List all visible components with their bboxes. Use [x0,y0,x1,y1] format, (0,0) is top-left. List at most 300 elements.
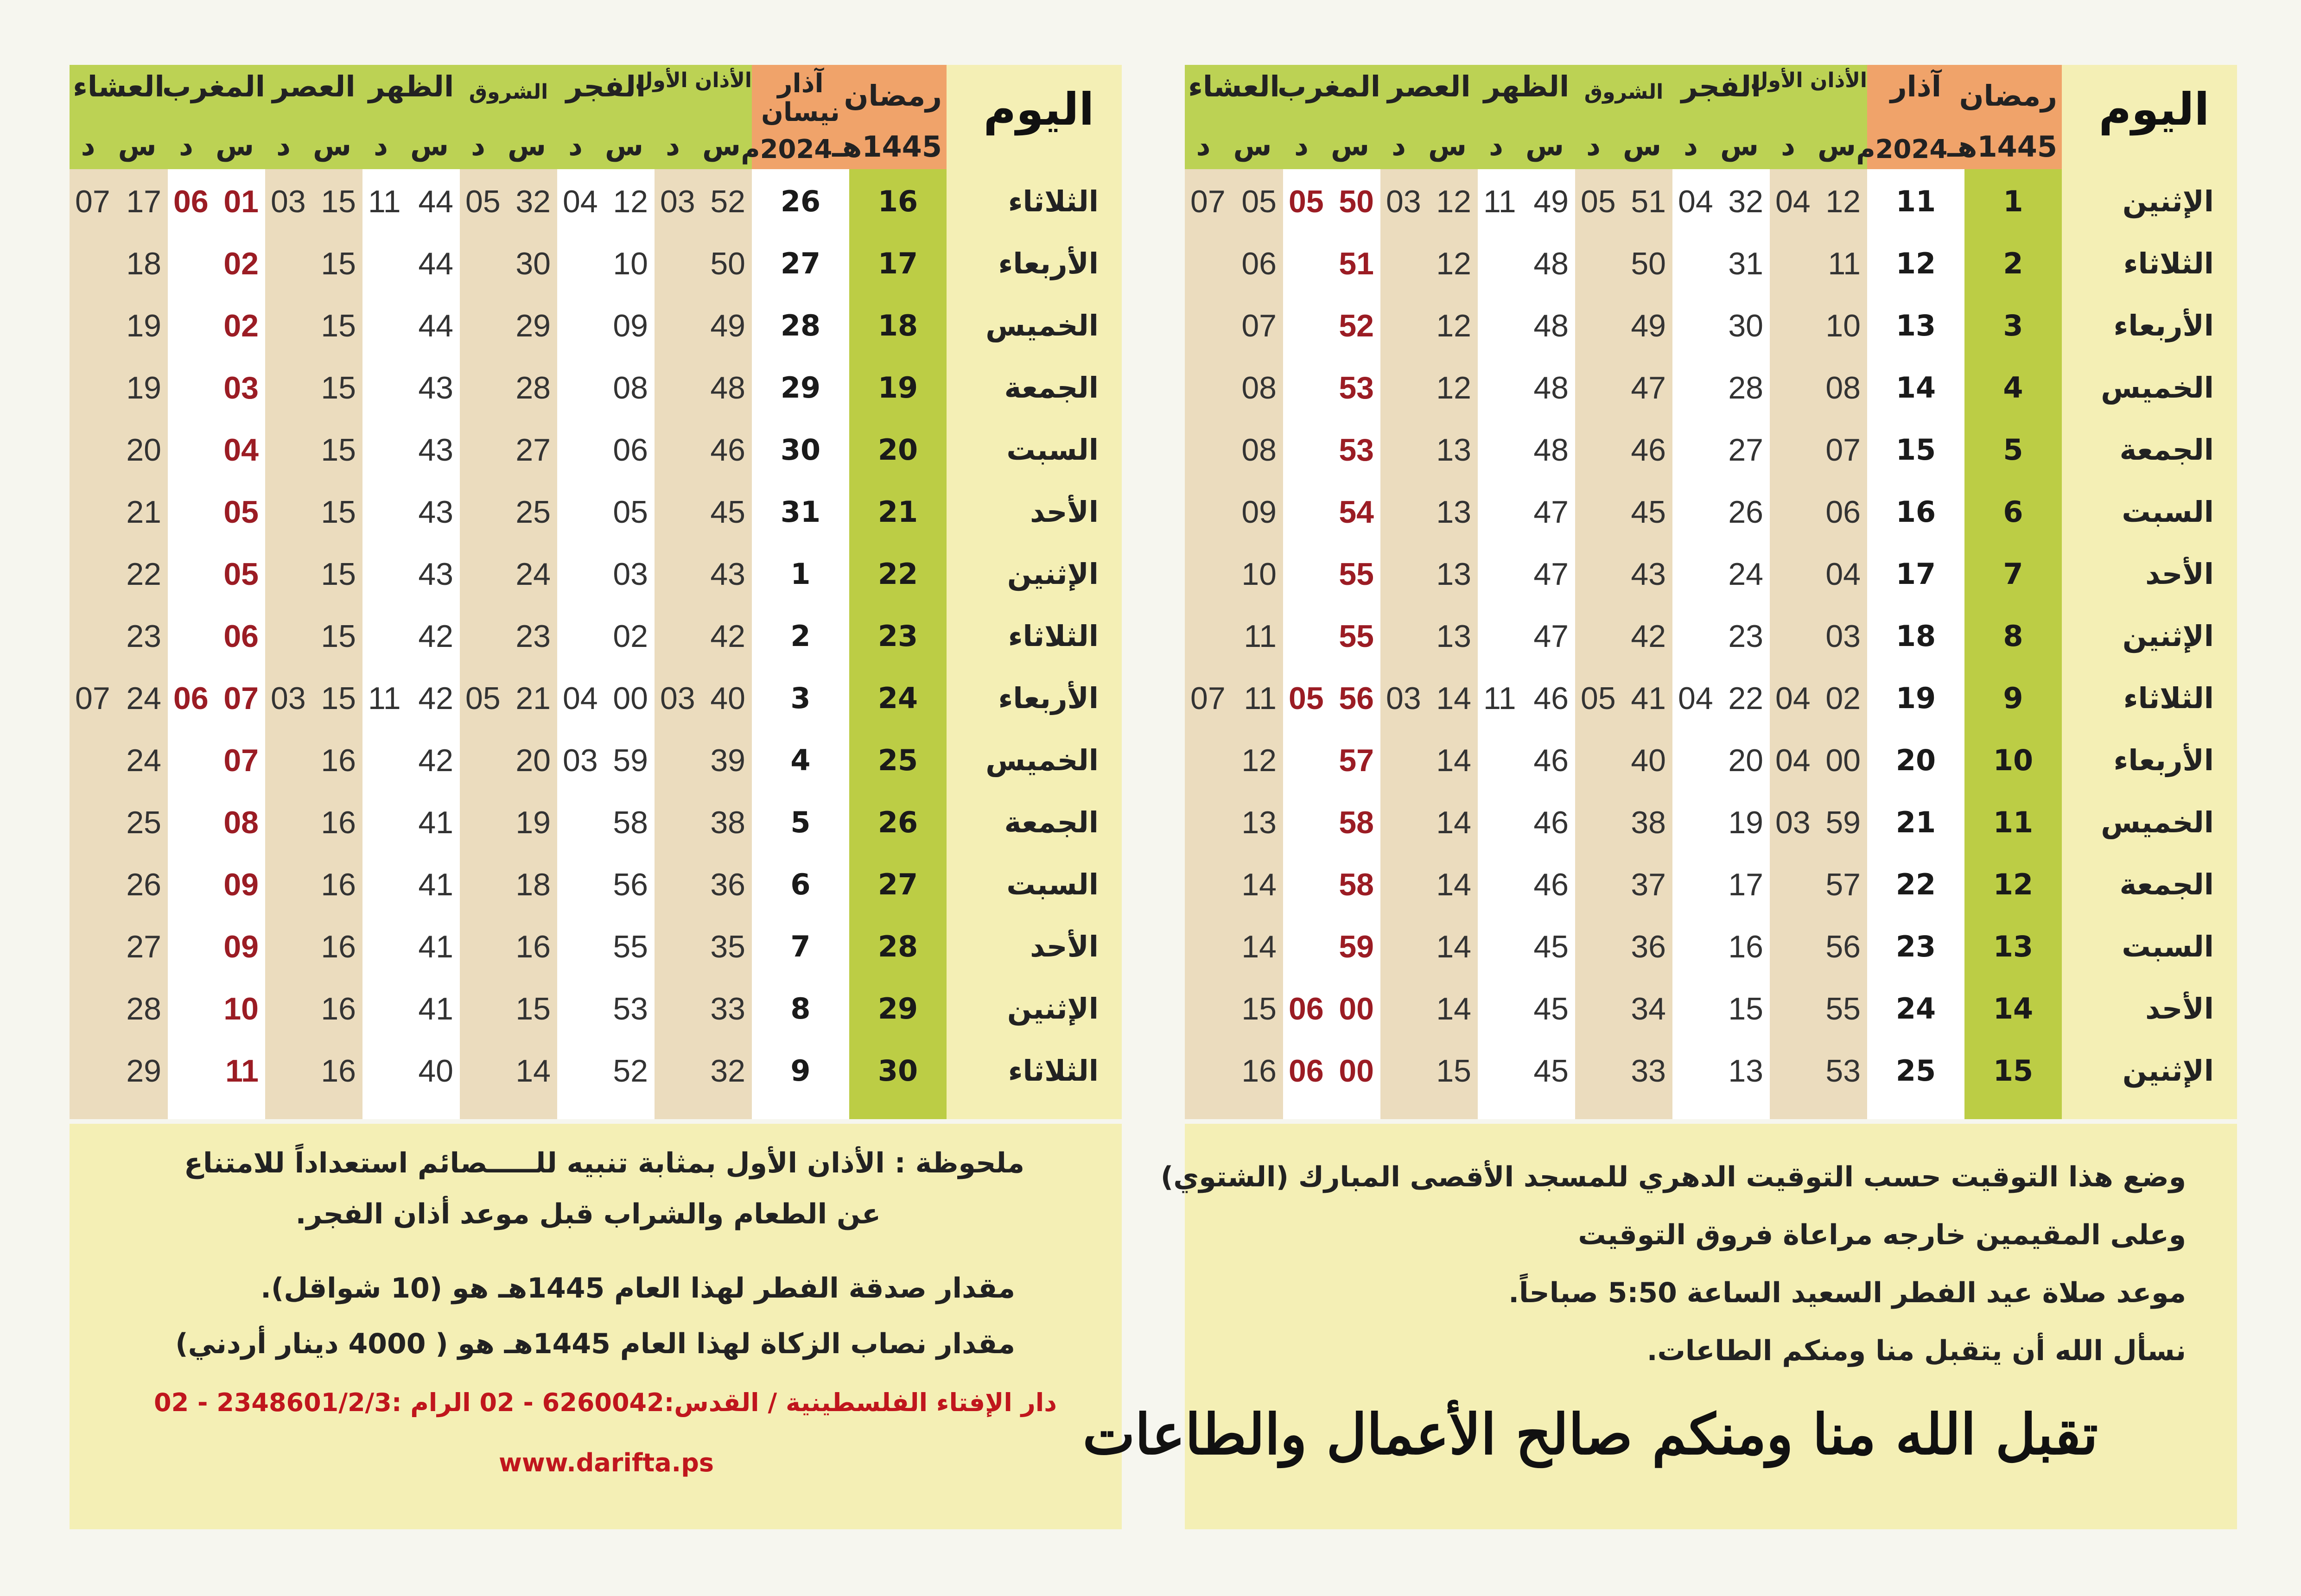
time-cell [655,667,752,729]
col-greg [1856,65,1964,1119]
minutes-unit: د [81,130,95,162]
day-name: الإثنين [2122,619,2214,653]
minute-value: 06 [1241,246,1277,281]
minute-value: 58 [613,805,648,840]
label-shuruq: الشروق [469,80,548,104]
time-cell [655,171,752,233]
day-name: الأحد [1030,930,1099,963]
time-cell [1380,916,1478,978]
label-asr: العصر [272,70,356,103]
minute-value: 15 [321,432,356,468]
time-cell [1770,233,1867,295]
minute-value: 32 [710,1053,745,1089]
ramadan-day: 22 [877,557,918,591]
time-cell [362,171,460,233]
time-cell [1672,419,1770,481]
time-cell [265,481,362,543]
hour-value: 05 [1581,681,1616,716]
time-cell [1185,295,1283,357]
minutes-unit: د [1489,130,1503,162]
hours-unit: س [313,130,351,162]
time-cell [265,729,362,792]
time-cell [362,419,460,481]
hour-value: 05 [465,681,501,716]
time-cell [362,729,460,792]
time-cell [1575,854,1672,916]
minute-value: 15 [1241,991,1277,1026]
time-cell [1380,481,1478,543]
minute-value: 36 [710,867,745,902]
day-name: الإثنين [2122,184,2214,218]
minute-value: 33 [1631,1053,1666,1089]
time-cell [168,171,265,233]
minute-value: 16 [321,743,356,778]
gregorian-day: 7 [790,930,811,963]
time-cell [1575,295,1672,357]
time-cell [655,357,752,419]
note-line-1: وضع هذا التوقيت حسب التوقيت الدهري للمسجد الأقصى المبارك (الشتوي) [1160,1161,2186,1193]
gregorian-day: 18 [1895,619,1936,653]
time-cell [1478,605,1575,667]
hour-value: 03 [1386,681,1421,716]
hour-value: 05 [1289,681,1324,716]
minute-value: 20 [1728,743,1763,778]
minute-value: 24 [515,557,551,592]
hour-value: 06 [1289,1053,1324,1089]
header-isha [70,65,168,169]
hijri-year: 1445هـ [1947,130,2057,164]
gregorian-day: 6 [790,868,811,901]
time-cell [70,233,168,295]
day-name: السبت [1006,868,1099,901]
time-cell [1575,481,1672,543]
header-shuruq [460,65,557,169]
time-cell [1185,357,1283,419]
time-cell [1672,543,1770,605]
minute-value: 32 [515,184,551,219]
time-cell [1770,295,1867,357]
time-cell [557,916,655,978]
unit-labels [168,130,265,162]
gregorian-day: 30 [780,433,821,467]
time-cell [460,171,557,233]
time-cell [1672,233,1770,295]
minute-value: 14 [1436,991,1471,1026]
minute-value: 14 [1436,681,1471,716]
minute-value: 19 [1728,805,1763,840]
minute-value: 00 [1339,991,1374,1026]
calligraphy: تقبل الله منا ومنكم صالح الأعمال والطاعات [1082,1402,2098,1467]
label-isha: العشاء [73,70,165,103]
label-asr: العصر [1387,70,1471,103]
col-ram [832,65,947,1119]
hours-unit: س [702,130,741,162]
minute-value: 52 [613,1053,648,1089]
minute-value: 26 [126,867,161,902]
time-cell [1575,729,1672,792]
hours-unit: س [410,130,449,162]
header-asr [1380,65,1478,169]
time-cell [1478,295,1575,357]
minute-value: 43 [418,432,453,468]
time-cell [168,357,265,419]
minute-value: 10 [1825,308,1861,343]
minute-value: 55 [1339,619,1374,654]
day-header: اليوم [2098,83,2210,135]
minute-value: 24 [1728,557,1763,592]
minute-value: 25 [515,494,551,530]
time-cell [1185,729,1283,792]
minute-value: 54 [1339,494,1374,530]
minute-value: 53 [1339,432,1374,468]
minute-value: 41 [418,867,453,902]
minute-value: 14 [515,1053,551,1089]
time-cell [362,357,460,419]
minute-value: 15 [321,308,356,343]
hour-value: 03 [271,681,306,716]
minute-value: 46 [1533,805,1569,840]
time-cell [362,543,460,605]
minute-value: 47 [1533,557,1569,592]
time-cell [557,1040,655,1102]
label-maghrib: المغرب [1278,70,1380,103]
unit-labels [1185,130,1283,162]
minute-value: 21 [126,494,161,530]
minutes-unit: د [666,130,680,162]
minute-value: 12 [613,184,648,219]
label-first-adhan: الأذان الأول [1750,69,1867,92]
time-cell [1478,978,1575,1040]
gregorian-day: 23 [1895,930,1936,963]
day-name: الخميس [985,743,1099,777]
day-name: الخميس [985,309,1099,342]
col-dhuhr [362,65,460,1119]
time-cell [1575,419,1672,481]
minute-value: 22 [126,557,161,592]
time-cell [1672,295,1770,357]
col-day [2071,65,2237,1119]
website-link[interactable]: www.darifta.ps [498,1448,714,1477]
minute-value: 36 [1631,929,1666,964]
minute-value: 39 [710,743,745,778]
minute-value: 43 [710,557,745,592]
note-line-2: عن الطعام والشراب قبل موعد أذان الفجر. [295,1198,881,1230]
label-dhuhr: الظهر [1483,70,1570,103]
minute-value: 28 [515,370,551,405]
minute-value: 16 [1728,929,1763,964]
time-cell [265,605,362,667]
hour-value: 11 [368,184,401,219]
time-cell [1770,916,1867,978]
hour-value: 07 [75,184,110,219]
time-cell [1380,357,1478,419]
time-cell [655,1040,752,1102]
time-cell [1672,792,1770,854]
time-cell [1770,729,1867,792]
time-cell [1575,357,1672,419]
minute-value: 22 [1728,681,1763,716]
time-cell [1380,171,1478,233]
day-name: الثلاثاء [1008,184,1099,218]
time-cell [362,916,460,978]
col-ram [1947,65,2062,1119]
ramadan-day: 18 [877,309,918,342]
minute-value: 38 [710,805,745,840]
hour-value: 03 [563,743,598,778]
day-name: الثلاثاء [1008,1054,1099,1088]
minute-value: 16 [515,929,551,964]
minute-value: 04 [223,432,259,468]
time-cell [1770,543,1867,605]
minute-value: 48 [1533,246,1569,281]
header-maghrib [1278,65,1380,169]
ramadan-day: 10 [1993,743,2034,777]
minute-value: 16 [321,1053,356,1089]
unit-labels [362,130,460,162]
time-cell [1770,978,1867,1040]
minute-value: 07 [223,681,259,716]
minute-value: 40 [1631,743,1666,778]
minute-value: 07 [223,743,259,778]
day-name: السبت [2122,495,2214,529]
time-cell [168,1040,265,1102]
minute-value: 42 [710,619,745,654]
time-cell [1575,916,1672,978]
time-cell [460,916,557,978]
col-maghrib [162,65,265,1119]
time-cell [1185,233,1283,295]
minute-value: 21 [515,681,551,716]
minute-value: 37 [1631,867,1666,902]
day-name: الثلاثاء [2123,681,2214,715]
hour-value: 03 [660,184,695,219]
ramadan-day: 3 [2003,309,2023,342]
minute-value: 48 [1533,432,1569,468]
ramadan-day: 7 [2003,557,2023,591]
ramadan-day: 8 [2003,619,2023,653]
col-first-adhan [635,65,752,1119]
time-cell [1185,605,1283,667]
time-cell [1770,419,1867,481]
time-cell [362,854,460,916]
minute-value: 42 [418,681,453,716]
ramadan-day: 26 [877,805,918,839]
minute-value: 42 [418,619,453,654]
time-cell [655,233,752,295]
time-cell [655,543,752,605]
header-day [2071,65,2237,169]
hours-unit: س [1428,130,1467,162]
time-cell [655,295,752,357]
hour-value: 11 [368,681,401,716]
time-cell [265,543,362,605]
day-header: اليوم [983,83,1094,135]
minute-value: 49 [1631,308,1666,343]
minute-value: 05 [1241,184,1277,219]
minutes-unit: د [179,130,193,162]
header-asr [265,65,362,169]
minute-value: 13 [1241,805,1277,840]
gregorian-day: 29 [780,371,821,405]
hour-value: 03 [1386,184,1421,219]
minute-value: 41 [418,929,453,964]
time-cell [168,605,265,667]
time-cell [1770,357,1867,419]
time-cell [70,605,168,667]
gregorian-year: 2024م [1856,134,1948,165]
time-cell [1478,667,1575,729]
minute-value: 48 [710,370,745,405]
time-cell [1575,667,1672,729]
minute-value: 00 [1339,1053,1374,1089]
minute-value: 43 [1631,557,1666,592]
time-cell [1283,729,1380,792]
time-cell [557,729,655,792]
minute-value: 15 [321,557,356,592]
time-cell [168,792,265,854]
contact-info: دار الإفتاء الفلسطينية / القدس:6260042 - 02 الرام :2348601/2/3 - 02 [154,1388,1057,1417]
gregorian-year: 2024م [741,134,833,165]
left-panel [70,65,1122,1529]
header-ram [832,65,947,169]
gregorian-day: 15 [1895,433,1936,467]
minute-value: 45 [1533,991,1569,1026]
minute-value: 34 [1631,991,1666,1026]
time-cell [1380,233,1478,295]
minute-value: 02 [223,308,259,343]
unit-labels [1672,130,1770,162]
time-cell [168,978,265,1040]
day-name: الأحد [1030,495,1099,529]
minute-value: 53 [1825,1053,1861,1089]
time-cell [1478,419,1575,481]
minute-value: 53 [1339,370,1374,405]
minute-value: 13 [1436,494,1471,530]
ramadan-label: رمضان [1959,79,2057,113]
time-cell [1770,854,1867,916]
minute-value: 04 [1825,557,1861,592]
minutes-unit: د [1781,130,1795,162]
hijri-year: 1445هـ [832,130,942,164]
minute-value: 50 [710,246,745,281]
time-cell [557,295,655,357]
ramadan-day: 21 [877,495,918,529]
minute-value: 51 [1339,246,1374,281]
col-isha [1185,65,1283,1119]
time-cell [70,792,168,854]
ramadan-day: 14 [1993,992,2034,1026]
minute-value: 00 [1825,743,1861,778]
col-asr [1380,65,1478,1119]
ramadan-day: 17 [877,247,918,280]
day-name: الإثنين [2122,1054,2214,1088]
minute-value: 41 [418,991,453,1026]
gregorian-day: 22 [1895,868,1936,901]
minute-value: 19 [515,805,551,840]
ramadan-day: 4 [2003,371,2023,405]
minute-value: 15 [1728,991,1763,1026]
minute-value: 56 [1339,681,1374,716]
minute-value: 40 [418,1053,453,1089]
time-cell [1380,419,1478,481]
minute-value: 40 [710,681,745,716]
time-cell [1770,792,1867,854]
time-cell [265,916,362,978]
minute-value: 44 [418,246,453,281]
time-cell [655,419,752,481]
time-cell [265,1040,362,1102]
gregorian-day: 17 [1895,557,1936,591]
minutes-unit: د [276,130,291,162]
minute-value: 41 [1631,681,1666,716]
time-cell [168,916,265,978]
time-cell [1283,854,1380,916]
day-name: الأربعاء [2113,743,2214,777]
header-ram [1947,65,2062,169]
note-line-3: موعد صلاة عيد الفطر السعيد الساعة 5:50 صباحاً. [1508,1277,2186,1309]
time-cell [655,916,752,978]
time-cell [265,667,362,729]
col-isha [70,65,168,1119]
minute-value: 05 [223,494,259,530]
time-cell [265,419,362,481]
gregorian-day: 28 [780,309,821,342]
hour-value: 05 [1289,184,1324,219]
minute-value: 16 [321,805,356,840]
time-cell [1283,419,1380,481]
time-cell [1672,729,1770,792]
time-cell [1575,792,1672,854]
time-cell [655,605,752,667]
time-cell [1575,605,1672,667]
day-name: الثلاثاء [1008,619,1099,653]
label-isha: العشاء [1188,70,1280,103]
ramadan-day: 5 [2003,433,2023,467]
label-fajr: الفجر [1681,70,1761,103]
minute-value: 11 [1828,246,1861,281]
minute-value: 52 [1339,308,1374,343]
minute-value: 09 [613,308,648,343]
prayer-table-right [1185,65,2237,1119]
minute-value: 56 [613,867,648,902]
minute-value: 08 [613,370,648,405]
minute-value: 02 [223,246,259,281]
note-line-4: نسأل الله أن يتقبل منا ومنكم الطاعات. [1646,1335,2186,1367]
time-cell [557,667,655,729]
time-cell [1672,667,1770,729]
minute-value: 18 [515,867,551,902]
minute-value: 30 [515,246,551,281]
time-cell [1575,233,1672,295]
day-name: الثلاثاء [2123,247,2214,280]
minute-value: 02 [613,619,648,654]
minute-value: 12 [1825,184,1861,219]
time-cell [1185,419,1283,481]
minute-value: 14 [1436,743,1471,778]
minute-value: 45 [710,494,745,530]
minute-value: 49 [1533,184,1569,219]
minute-value: 43 [418,370,453,405]
time-cell [655,729,752,792]
time-cell [70,978,168,1040]
time-cell [70,357,168,419]
label-maghrib: المغرب [162,70,265,103]
time-cell [1770,1040,1867,1102]
gregorian-day: 8 [790,992,811,1026]
minute-value: 47 [1631,370,1666,405]
time-cell [362,233,460,295]
time-cell [557,171,655,233]
